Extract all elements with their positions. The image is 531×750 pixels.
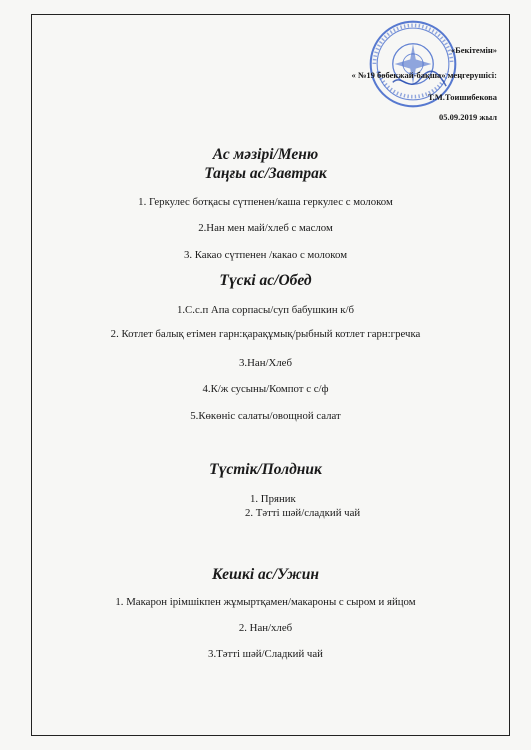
snack-title: Түстік/Полдник xyxy=(209,461,322,478)
lunch-item: 5.Көкөніс салаты/овощной салат xyxy=(190,410,341,422)
approval-block xyxy=(257,38,497,124)
lunch-item: 1.С.с.п Апа сорпасы/суп бабушкин к/б xyxy=(176,304,355,316)
breakfast-title: Таңғы ас/Завтрак xyxy=(204,165,327,182)
dinner-item: 1. Макарон ірімшікпен жұмыртқамен/макароны с сыром и яйцом xyxy=(115,596,416,608)
lunch-item: 2. Котлет балық етімен гарн:қарақұмық/рыбный котлет гарн:гречка xyxy=(110,328,421,340)
approval-position: « №19 бөбекжай-бақша» меңгерушісі: xyxy=(351,70,497,80)
breakfast-item: 3. Какао сүтпенен /какао с молоком xyxy=(183,249,348,261)
approval-signatory: Т.М.Тоишибекова xyxy=(427,92,497,102)
lunch-item: 3.Нан/Хлеб xyxy=(239,357,292,369)
lunch-title: Түскі ас/Обед xyxy=(219,272,312,289)
snack-item: 1. Пряник xyxy=(250,493,296,505)
breakfast-item: 1. Геркулес ботқасы сүтпенен/каша геркулес с молоком xyxy=(138,196,393,208)
dinner-title: Кешкі ас/Ужин xyxy=(212,566,319,583)
menu-title: Ас мәзірі/Меню xyxy=(212,146,319,163)
snack-item: 2. Тәтті шәй/сладкий чай xyxy=(245,507,361,519)
approval-date: 05.09.2019 жыл xyxy=(439,112,497,122)
lunch-item: 4.К/ж сусыны/Компот с с/ф xyxy=(202,383,329,395)
approval-approve: «Бекітемін» xyxy=(450,45,497,55)
breakfast-item: 2.Нан мен май/хлеб с маслом xyxy=(198,222,333,234)
dinner-item: 3.Тәтті шәй/Сладкий чай xyxy=(208,648,323,660)
dinner-item: 2. Нан/хлеб xyxy=(238,622,293,634)
